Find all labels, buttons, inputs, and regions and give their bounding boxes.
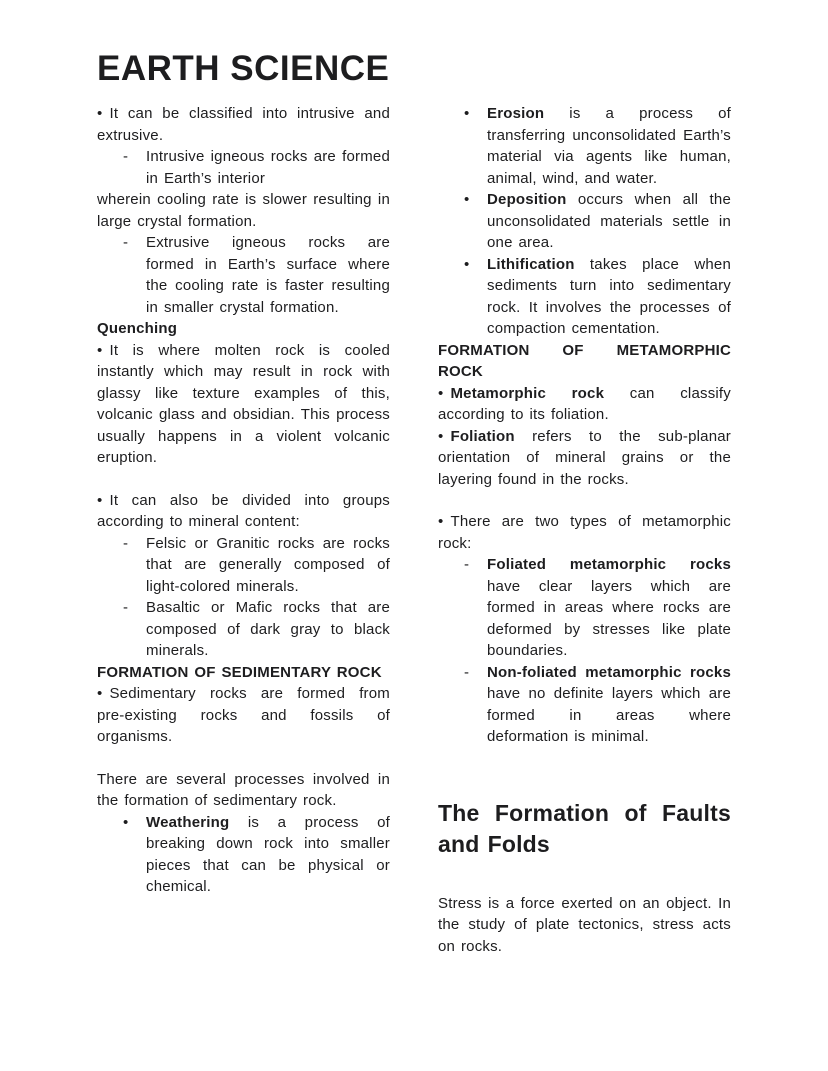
- dash-list-item: [97, 146, 390, 189]
- list-item-text: is a process of transferring unconsolidated Earth’s material via agents like human, animal, wind, and water.: [487, 105, 731, 187]
- heading-line: The Formation of Faults: [438, 799, 731, 826]
- subsection-heading: Quenching: [97, 320, 178, 337]
- section-heading: [438, 340, 731, 383]
- dash-list-item: [97, 533, 390, 598]
- bullet-marker: •: [464, 191, 470, 208]
- paragraph: Stress is a force exerted on an object. In the study of plate tectonics, stress acts on rocks.: [438, 894, 731, 955]
- list-item-text: have no definite layers which are formed in areas where deformation is minimal.: [487, 685, 731, 745]
- dash-list-item: [97, 232, 390, 318]
- paragraph-text: It is where molten rock is cooled instantly which may result in rock with glassy like texture examples of this, volcanic glass and obsidian. This process usually happens in a violent volcanic eruption.: [97, 341, 390, 466]
- term: Erosion: [487, 105, 545, 122]
- paragraph-text: It can also be divided into groups according to mineral content:: [97, 491, 390, 530]
- dot-list-item: [438, 103, 731, 189]
- heading-line: ROCK: [438, 363, 483, 380]
- paragraph: wherein cooling rate is slower resulting in large crystal formation.: [97, 191, 390, 230]
- two-column-layout: [97, 103, 731, 957]
- paragraph-text: Sedimentary rocks are formed from pre-existing rocks and fossils of organisms.: [97, 685, 390, 745]
- list-item-text: have clear layers which are formed in areas where rocks are deformed by stresses like plate boundaries.: [487, 577, 731, 659]
- term: Foliation: [450, 427, 515, 445]
- page-title: EARTH SCIENCE: [97, 49, 390, 88]
- bullet-marker: •: [97, 105, 103, 122]
- bullet-marker: •: [464, 105, 470, 122]
- term: Metamorphic rock: [450, 384, 605, 402]
- term: Lithification: [487, 255, 575, 273]
- bullet-paragraph: [97, 103, 390, 146]
- list-item-text: Extrusive igneous rocks are formed in Earth’s surface where the cooling rate is faster resulting in smaller crystal formation.: [146, 234, 390, 316]
- list-item-text: Basaltic or Mafic rocks that are composed of dark gray to black minerals.: [146, 599, 390, 659]
- paragraph-text: There are two types of metamorphic rock:: [438, 513, 731, 552]
- bullet-paragraph: [438, 383, 731, 426]
- bullet-marker: •: [97, 685, 103, 702]
- paragraph-text: refers to the sub-planar orientation of mineral grains or the layering found in the rocks.: [438, 427, 731, 488]
- bullet-marker: •: [438, 513, 444, 530]
- dot-list-item: [438, 254, 731, 340]
- bullet-marker: •: [438, 427, 444, 445]
- bullet-paragraph: [97, 683, 390, 748]
- dash-marker: -: [123, 534, 129, 552]
- right-column: [438, 103, 731, 957]
- heading-line: FORMATION OF METAMORPHIC: [438, 341, 731, 359]
- left-column: [97, 103, 390, 957]
- bullet-marker: •: [123, 813, 129, 831]
- dot-list-item: [438, 189, 731, 254]
- dash-list-item: [97, 597, 390, 662]
- bullet-marker: •: [97, 341, 103, 359]
- dot-list-item: [97, 812, 390, 898]
- dash-marker: -: [123, 599, 129, 616]
- paragraph-text: can classify according to its foliation.: [438, 384, 731, 423]
- bullet-marker: •: [97, 491, 103, 509]
- paragraph-text: It can be classified into intrusive and extrusive.: [97, 105, 390, 144]
- dash-list-item: [438, 662, 731, 748]
- list-item-text: Intrusive igneous rocks are formed in Earth’s interior: [146, 148, 390, 187]
- term: Deposition: [487, 191, 567, 208]
- paragraph: There are several processes involved in the formation of sedimentary rock.: [97, 770, 390, 809]
- dash-list-item: [438, 554, 731, 662]
- heading-line: and Folds: [438, 830, 550, 857]
- bullet-paragraph: [97, 490, 390, 533]
- dash-marker: -: [123, 148, 129, 165]
- term: Non-foliated metamorphic rocks: [487, 663, 731, 681]
- list-item-text: Felsic or Granitic rocks are rocks that are generally composed of light-colored minerals.: [146, 534, 390, 595]
- bullet-paragraph: [97, 340, 390, 469]
- list-item-text: is a process of breaking down rock into smaller pieces that can be physical or chemical.: [146, 813, 390, 895]
- term: Foliated metamorphic rocks: [487, 556, 731, 573]
- section-heading: FORMATION OF SEDIMENTARY ROCK: [97, 663, 382, 681]
- bullet-paragraph: [438, 511, 731, 554]
- dash-marker: -: [464, 556, 470, 573]
- bullet-marker: •: [438, 384, 444, 402]
- term: Weathering: [146, 813, 230, 831]
- bullet-marker: •: [464, 255, 470, 273]
- bullet-paragraph: [438, 426, 731, 491]
- dash-marker: -: [464, 663, 470, 681]
- list-item-text: occurs when all the unconsolidated materials settle in one area.: [487, 191, 731, 251]
- dash-marker: -: [123, 234, 129, 251]
- section-title: [438, 798, 731, 860]
- list-item-text: takes place when sediments turn into sedimentary rock. It involves the processes of compaction cementation.: [487, 255, 731, 337]
